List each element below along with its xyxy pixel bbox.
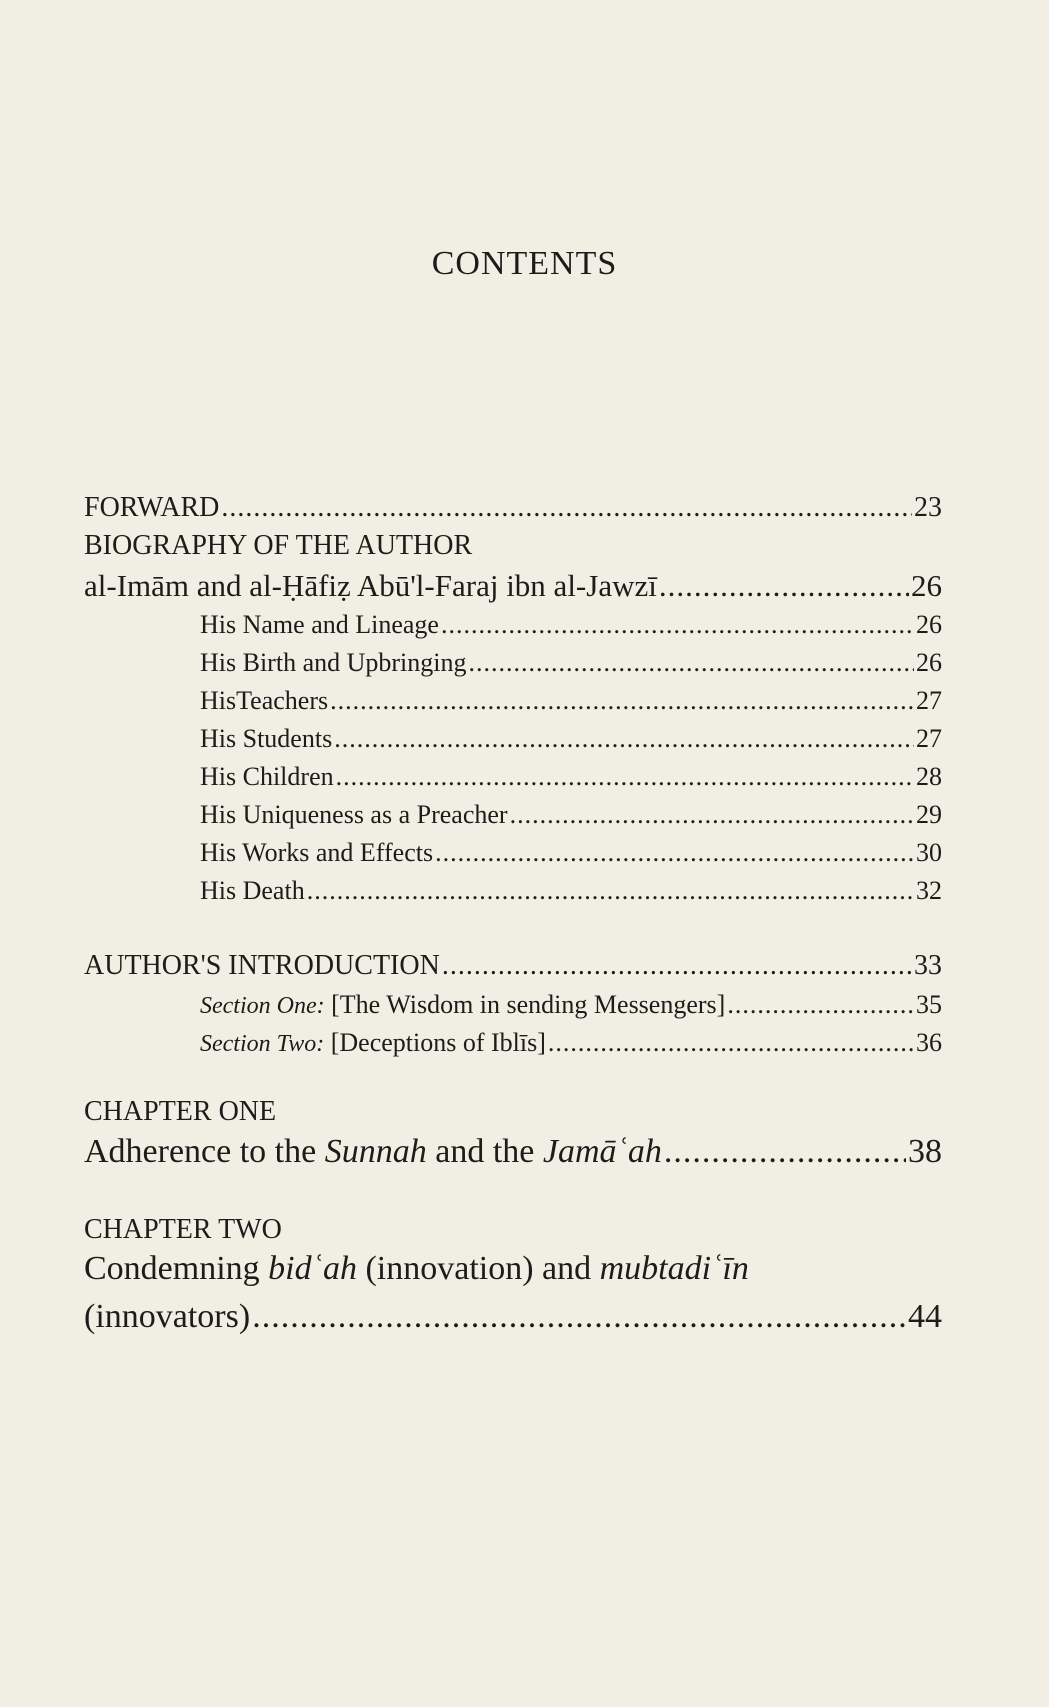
toc-entry-label: FORWARD [84,492,220,523]
leader-dots [334,724,914,754]
leader-dots [469,648,915,678]
toc-subentry[interactable] [200,724,942,754]
toc-entry-page: 33 [914,950,942,981]
leader-dots [441,610,914,640]
toc-entry-label: His Works and Effects [200,838,434,867]
toc-entry-page: 32 [916,876,942,905]
leader-dots [307,876,914,906]
toc-entry-chapter-two[interactable] [84,1298,942,1336]
chapter-two-title-line1: Condemning bidʿah (innovation) and mubtadiʿīn [84,1250,749,1287]
section-prefix: Section One: [200,993,325,1019]
toc-entry-page: 27 [916,724,942,753]
toc-entry-label: [Deceptions of Iblīs] [330,1028,546,1057]
toc-subentry[interactable] [200,686,942,716]
toc-entry-page: 26 [916,610,942,639]
leader-dots [727,990,914,1020]
chapter-one-heading: CHAPTER ONE [84,1096,277,1127]
toc-subentry-section-one[interactable] [200,990,942,1020]
leader-dots [510,800,914,830]
section-heading-biography: BIOGRAPHY OF THE AUTHOR [84,530,473,561]
toc-entry-page: 26 [916,648,942,677]
leader-dots [435,838,914,868]
toc-entry-biography[interactable] [84,568,942,604]
leader-dots [336,762,914,792]
toc-entry-label: (innovators) [84,1298,251,1335]
toc-entry-page: 26 [911,568,942,603]
toc-entry-introduction[interactable] [84,950,942,982]
toc-subentry[interactable] [200,838,942,868]
toc-entry-page: 29 [916,800,942,829]
leader-dots [442,950,912,982]
toc-entry-label: His Death [200,876,305,905]
toc-entry-page: 36 [916,1028,942,1057]
toc-entry-page: 27 [916,686,942,715]
toc-entry-label: AUTHOR'S INTRODUCTION [84,950,440,981]
toc-entry-page: 30 [916,838,942,867]
page-title: CONTENTS [431,245,618,282]
toc-entry-label: His Uniqueness as a Preacher [200,800,508,829]
toc-subentry[interactable] [200,648,942,678]
toc-entry-label: His Birth and Upbringing [200,648,467,677]
toc-entry-page: 23 [914,492,942,523]
section-prefix: Section Two: [200,1031,325,1057]
toc-entry-page: 28 [916,762,942,791]
toc-subentry[interactable] [200,762,942,792]
toc-entry-label: His Name and Lineage [200,610,439,639]
toc-subentry-section-two[interactable] [200,1028,942,1058]
leader-dots [221,492,912,524]
toc-entry-page: 35 [916,990,942,1019]
leader-dots [664,1133,906,1171]
toc-entry-label: His Students [200,724,333,753]
toc-entry-label: His Children [200,762,334,791]
toc-subentry[interactable] [200,610,942,640]
toc-entry-page: 38 [908,1133,942,1170]
toc-entry-forward[interactable] [84,492,942,524]
leader-dots [330,686,914,716]
toc-entry-label: Adherence to the Sunnah and the Jamāʿah [84,1133,662,1170]
leader-dots [659,568,909,604]
chapter-two-heading: CHAPTER TWO [84,1214,282,1245]
toc-subentry[interactable] [200,800,942,830]
leader-dots [252,1298,906,1336]
toc-entry-label: al-Imām and al-Ḥāfiẓ Abū'l-Faraj ibn al-Jawzī [84,568,657,603]
toc-entry-chapter-one[interactable] [84,1133,942,1171]
toc-entry-label: [The Wisdom in sending Messengers] [331,990,726,1019]
toc-entry-page: 44 [908,1298,942,1335]
toc-subentry[interactable] [200,876,942,906]
leader-dots [548,1028,914,1058]
toc-entry-label: HisTeachers [200,686,329,715]
